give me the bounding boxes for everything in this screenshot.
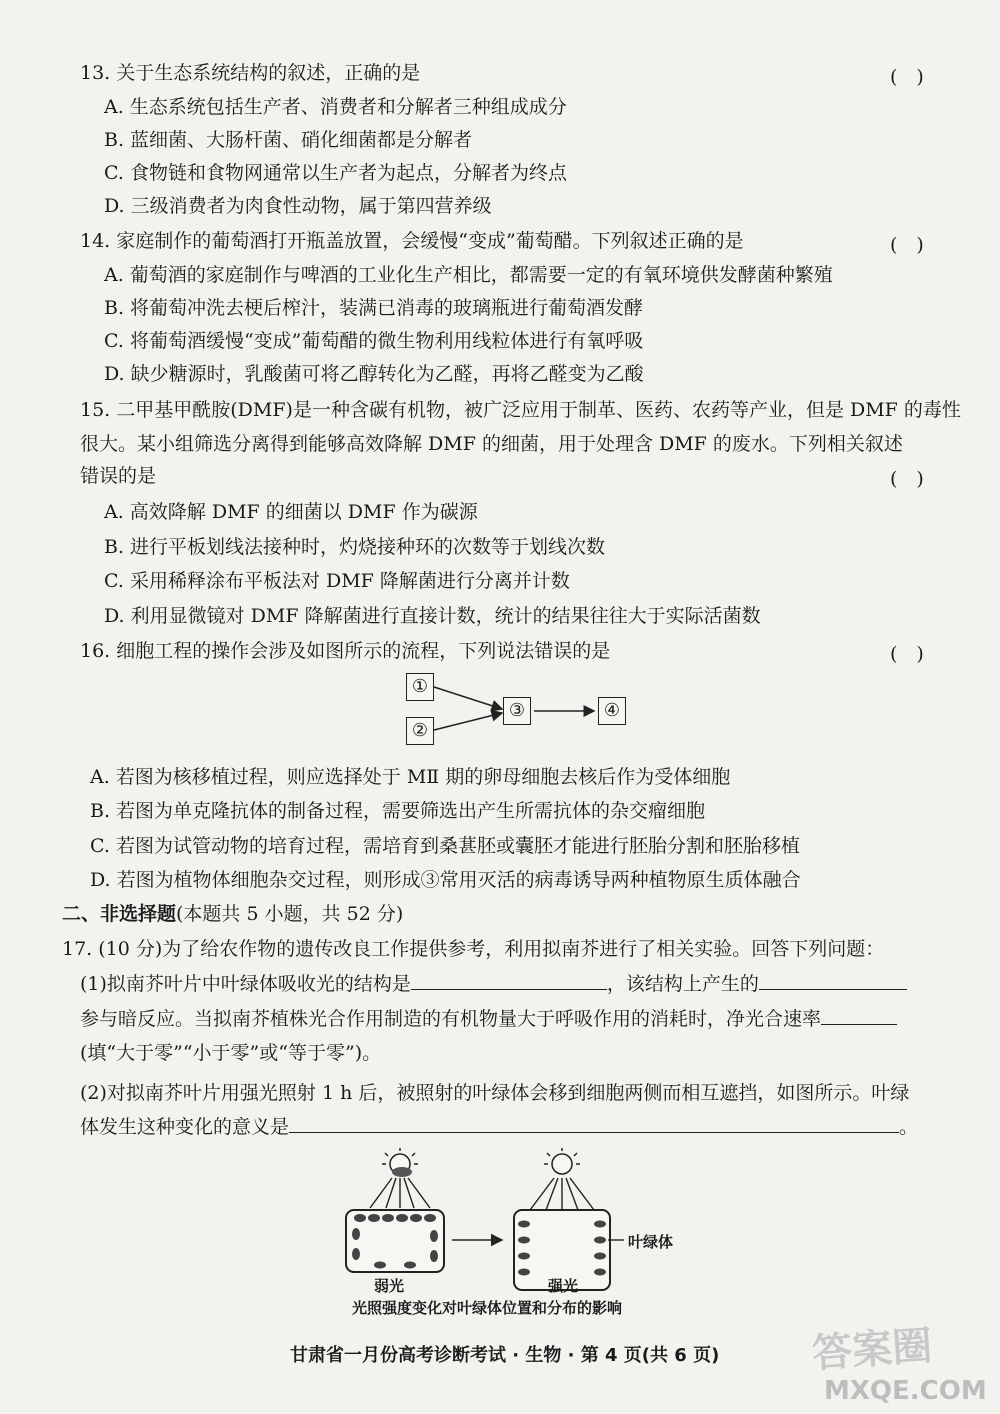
q16-option-a: A. 若图为核移植过程，则应选择处于 MⅡ 期的卵母细胞去核后作为受体细胞 — [90, 766, 731, 788]
q17-part1-text-c: 参与暗反应。当拟南芥植株光合作用制造的有机物量大于呼吸作用的消耗时，净光合速率 — [80, 1008, 822, 1030]
flow-box-2: ② — [406, 717, 434, 745]
q17-part2-line2 — [80, 1114, 918, 1140]
q14-answer-paren: ( ) — [890, 234, 924, 256]
answer-blank-2[interactable] — [759, 971, 907, 990]
answer-blank-3[interactable] — [821, 1006, 897, 1025]
q16-option-d: D. 若图为植物体细胞杂交过程，则形成③常用灭活的病毒诱导两种植物原生质体融合 — [90, 869, 801, 891]
q17-part1-text-a: (1)拟南芥叶片中叶绿体吸收光的结构是 — [80, 973, 411, 995]
q17-part1-line3: (填“大于零”“小于零”或“等于零”)。 — [80, 1042, 382, 1064]
flow-box-1: ① — [406, 673, 434, 701]
light-rays-strong — [530, 1178, 594, 1210]
q15-option-d: D. 利用显微镜对 DMF 降解菌进行直接计数，统计的结果往往大于实际活菌数 — [104, 605, 761, 627]
q13-option-c: C. 食物链和食物网通常以生产者为起点，分解者为终点 — [104, 162, 567, 184]
q13-option-b: B. 蓝细菌、大肠杆菌、硝化细菌都是分解者 — [104, 129, 473, 151]
q13-option-d: D. 三级消费者为肉食性动物，属于第四营养级 — [104, 195, 492, 217]
flow-box-4: ④ — [598, 697, 626, 725]
q17-part2-text-b: 体发生这种变化的意义是 — [80, 1116, 290, 1138]
q16-option-b: B. 若图为单克隆抗体的制备过程，需要筛选出产生所需抗体的杂交瘤细胞 — [90, 800, 706, 822]
q16-answer-paren: ( ) — [890, 643, 924, 665]
q15-stem-line3: 错误的是 — [80, 465, 157, 487]
watermark-url: MXQE.COM — [824, 1376, 987, 1406]
light-rays-weak — [370, 1178, 430, 1208]
q13-option-a: A. 生态系统包括生产者、消费者和分解者三种组成成分 — [104, 96, 567, 118]
q17-part1-text-b: ，该结构上产生的 — [606, 973, 759, 995]
q17-part1-line1 — [80, 971, 907, 997]
q15-option-b: B. 进行平板划线法接种时，灼烧接种环的次数等于划线次数 — [104, 536, 606, 558]
q14-stem: 14. 家庭制作的葡萄酒打开瓶盖放置，会缓慢“变成”葡萄醋。下列叙述正确的是 — [80, 230, 744, 252]
q15-option-a: A. 高效降解 DMF 的细菌以 DMF 作为碳源 — [104, 501, 478, 523]
q15-answer-paren: ( ) — [890, 468, 924, 490]
section-2-title: 二、非选择题 — [62, 903, 177, 925]
page-footer: 甘肃省一月份高考诊断考试 · 生物 · 第 4 页(共 6 页) — [290, 1345, 720, 1366]
sun-shadow-mark — [392, 1167, 412, 1177]
q17-part2-end: 。 — [899, 1116, 919, 1138]
q16-stem: 16. 细胞工程的操作会涉及如图所示的流程，下列说法错误的是 — [80, 640, 611, 662]
flow-box-3: ③ — [503, 697, 531, 725]
q14-option-c: C. 将葡萄酒缓慢“变成”葡萄醋的微生物利用线粒体进行有氧呼吸 — [104, 330, 644, 352]
q17-stem: 17. (10 分)为了给农作物的遗传改良工作提供参考，利用拟南芥进行了相关实验。回答下列问题： — [62, 938, 885, 960]
q15-stem-line1: 15. 二甲基甲酰胺(DMF)是一种含碳有机物，被广泛应用于制革、医药、农药等产业，但是 DMF 的毒性 — [80, 399, 961, 421]
arrow-1-to-3 — [434, 687, 502, 709]
weak-light-label: 弱光 — [374, 1277, 405, 1295]
q15-option-c: C. 采用稀释涂布平板法对 DMF 降解菌进行分离并计数 — [104, 570, 570, 592]
q13-stem: 13. 关于生态系统结构的叙述，正确的是 — [80, 62, 421, 84]
figure-caption: 光照强度变化对叶绿体位置和分布的影响 — [352, 1299, 623, 1317]
answer-blank-4[interactable] — [289, 1114, 899, 1133]
q16-option-c: C. 若图为试管动物的培育过程，需培育到桑葚胚或囊胚才能进行胚胎分割和胚胎移植 — [90, 835, 800, 857]
q14-option-b: B. 将葡萄冲洗去梗后榨汁，装满已消毒的玻璃瓶进行葡萄酒发酵 — [104, 297, 644, 319]
watermark-brand: 答案圈 — [810, 1322, 934, 1378]
section-2-header — [62, 901, 403, 927]
chloroplast-label: 叶绿体 — [628, 1233, 674, 1251]
q15-stem-line2: 很大。某小组筛选分离得到能够高效降解 DMF 的细菌，用于处理含 DMF 的废水。下列相关叙述 — [80, 433, 903, 455]
q13-answer-paren: ( ) — [890, 66, 924, 88]
arrow-2-to-3 — [434, 713, 502, 730]
sun-icon-strong — [544, 1148, 580, 1174]
q14-option-d: D. 缺少糖源时，乳酸菌可将乙醇转化为乙醛，再将乙醛变为乙酸 — [104, 363, 644, 385]
q17-part2-line1: (2)对拟南芥叶片用强光照射 1 h 后，被照射的叶绿体会移到细胞两侧而相互遮挡，如图所示。叶绿 — [80, 1082, 910, 1104]
strong-light-label: 强光 — [548, 1277, 579, 1295]
q17-part1-line2 — [80, 1006, 897, 1032]
q14-option-a: A. 葡萄酒的家庭制作与啤酒的工业化生产相比，都需要一定的有氧环境供发酵菌种繁殖 — [104, 264, 833, 286]
section-2-note: (本题共 5 小题，共 52 分) — [176, 903, 404, 925]
answer-blank-1[interactable] — [411, 971, 607, 990]
